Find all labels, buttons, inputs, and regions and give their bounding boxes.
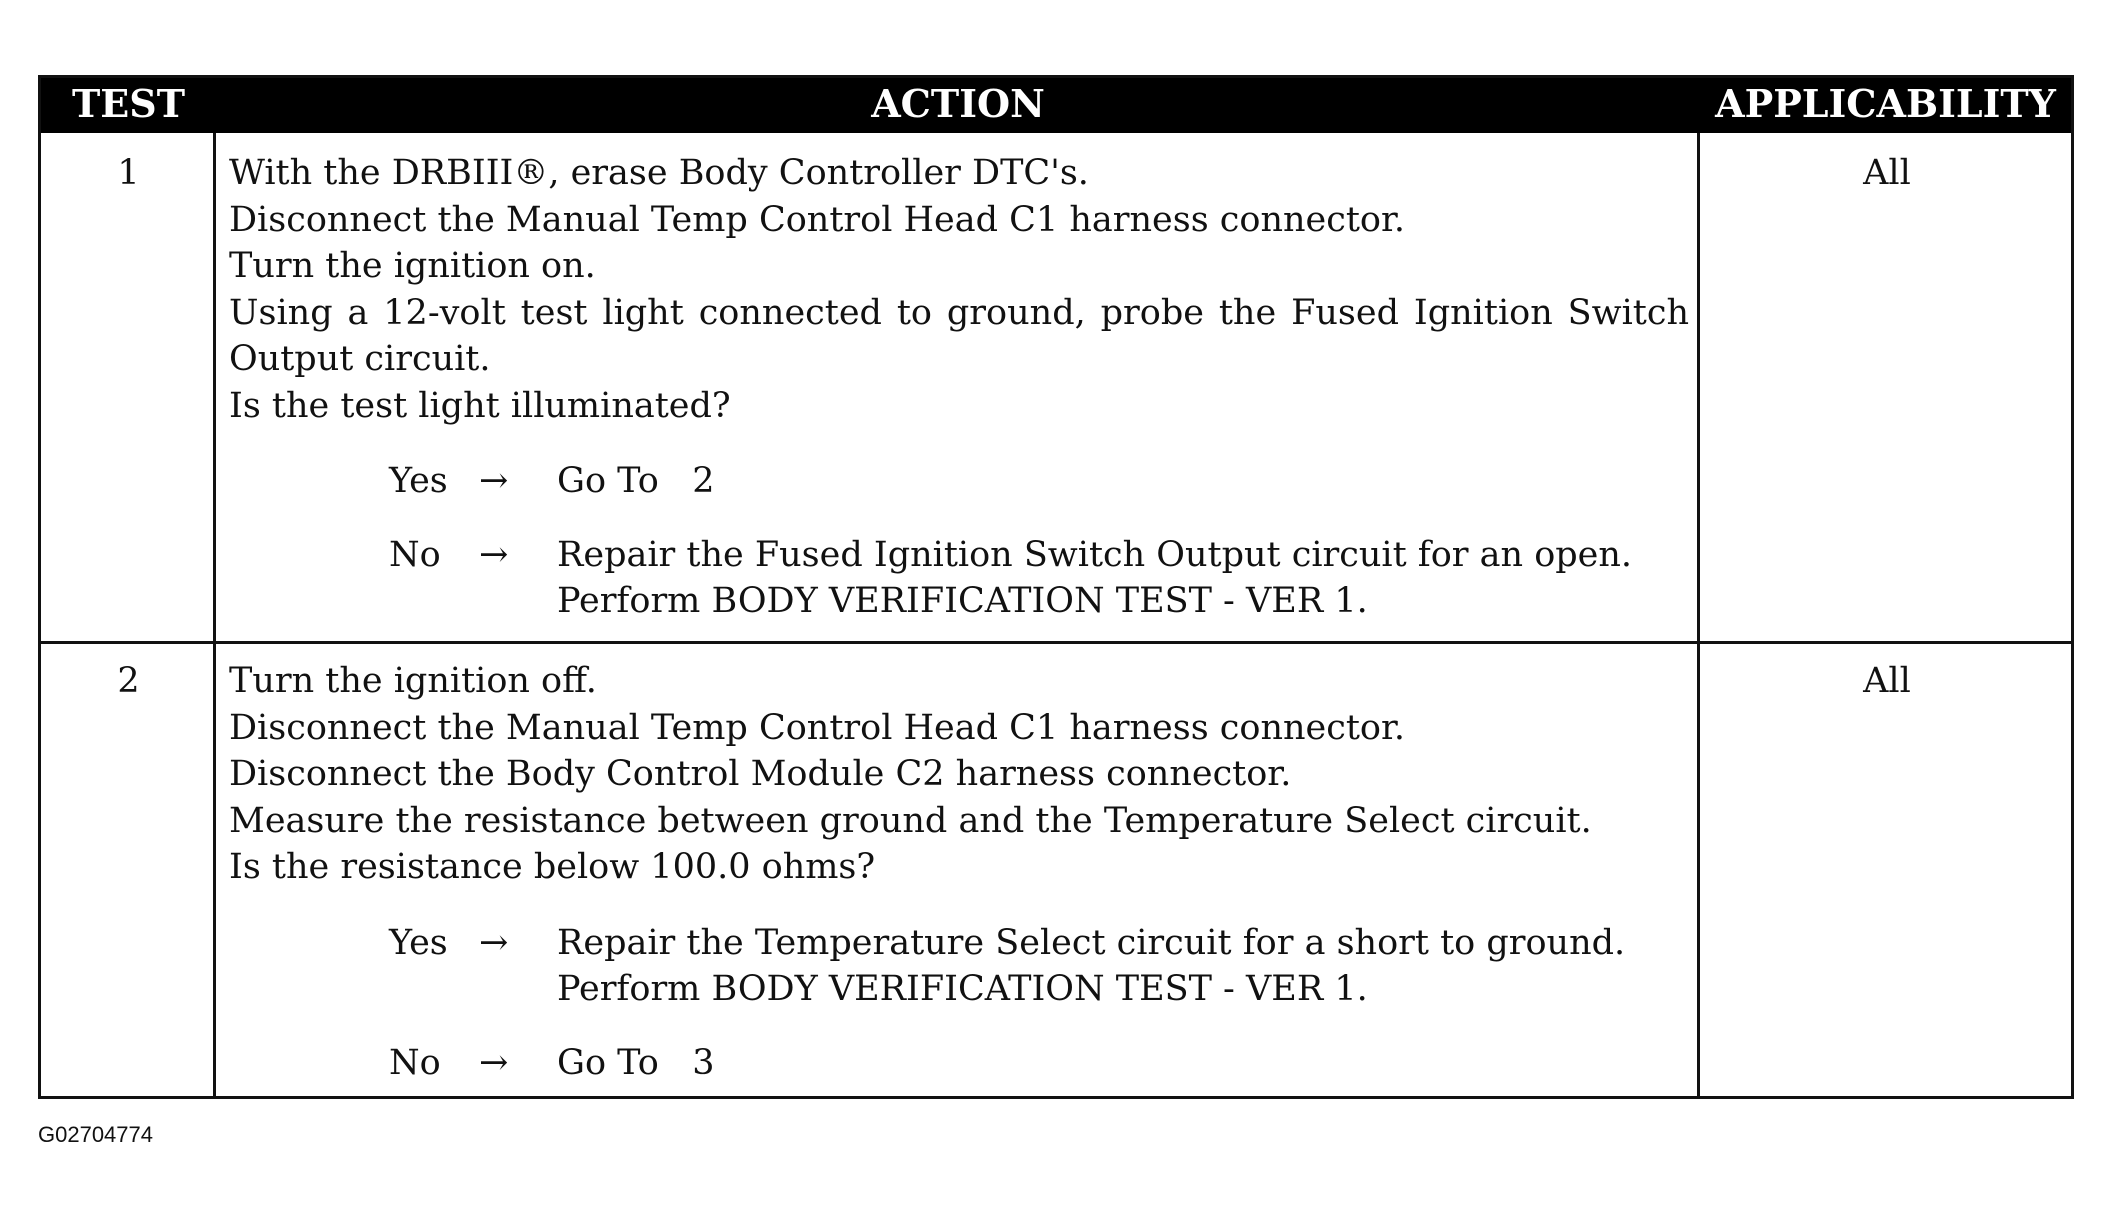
action-step: Is the resistance below 100.0 ohms? <box>229 847 876 887</box>
action-step: Disconnect the Body Control Module C2 harness connector. <box>229 754 1292 794</box>
table-row <box>41 644 2071 1096</box>
applicability-value: All <box>1863 153 1911 193</box>
outcome-yes <box>389 458 1689 504</box>
action-step: Using a 12-volt test light connected to ground, probe the Fused Ignition Switch <box>229 292 1689 333</box>
outcome-result <box>557 920 1625 1012</box>
outcome-label: No <box>389 1042 441 1083</box>
applicability-value: All <box>1863 661 1911 701</box>
action-step: With the DRBIII®, erase Body Controller DTC's. <box>229 153 1089 193</box>
action-step: Disconnect the Manual Temp Control Head C1 harness connector. <box>229 707 1406 748</box>
outcome-result <box>557 458 715 504</box>
outcome-result-line: Perform BODY VERIFICATION TEST - VER 1. <box>557 581 1368 621</box>
action-step: Turn the ignition on. <box>229 246 596 286</box>
outcome-label: Yes <box>389 461 448 501</box>
header-applicability: APPLICABILITY <box>1715 81 2056 126</box>
test-number: 1 <box>117 153 140 193</box>
figure-id: G02704774 <box>38 1122 153 1147</box>
outcome-result <box>557 1040 715 1086</box>
header-action: ACTION <box>871 81 1045 126</box>
arrow-icon: → <box>479 922 509 963</box>
outcome-result <box>557 532 1632 624</box>
diagnostic-test-table <box>38 75 2074 1099</box>
action-step: Output circuit. <box>229 339 491 379</box>
arrow-icon: → <box>479 461 509 501</box>
outcome-no <box>389 1040 1689 1086</box>
outcome-result-line: Go To 2 <box>557 461 715 501</box>
header-test: TEST <box>72 81 185 126</box>
outcome-result-line: Perform BODY VERIFICATION TEST - VER 1. <box>557 968 1368 1009</box>
outcome-label: No <box>389 535 441 575</box>
action-step: Measure the resistance between ground and the Temperature Select circuit. <box>229 800 1592 841</box>
arrow-icon: → <box>479 1042 509 1083</box>
action-step: Is the test light illuminated? <box>229 385 731 426</box>
arrow-icon: → <box>479 535 509 575</box>
table-header <box>41 78 2071 133</box>
outcome-result-line: Repair the Fused Ignition Switch Output circuit for an open. <box>557 535 1633 575</box>
action-steps <box>229 150 1689 624</box>
outcome-no <box>389 532 1689 624</box>
outcome-yes <box>389 920 1689 1012</box>
outcome-result-line: Go To 3 <box>557 1042 715 1083</box>
test-number: 2 <box>117 661 140 701</box>
action-steps <box>229 658 1689 1086</box>
outcome-result-line: Repair the Temperature Select circuit for a short to ground. <box>557 922 1626 963</box>
action-step: Turn the ignition off. <box>229 661 597 701</box>
action-step: Disconnect the Manual Temp Control Head C1 harness connector. <box>229 199 1406 240</box>
table-row <box>41 136 2071 641</box>
outcome-label: Yes <box>389 922 448 963</box>
